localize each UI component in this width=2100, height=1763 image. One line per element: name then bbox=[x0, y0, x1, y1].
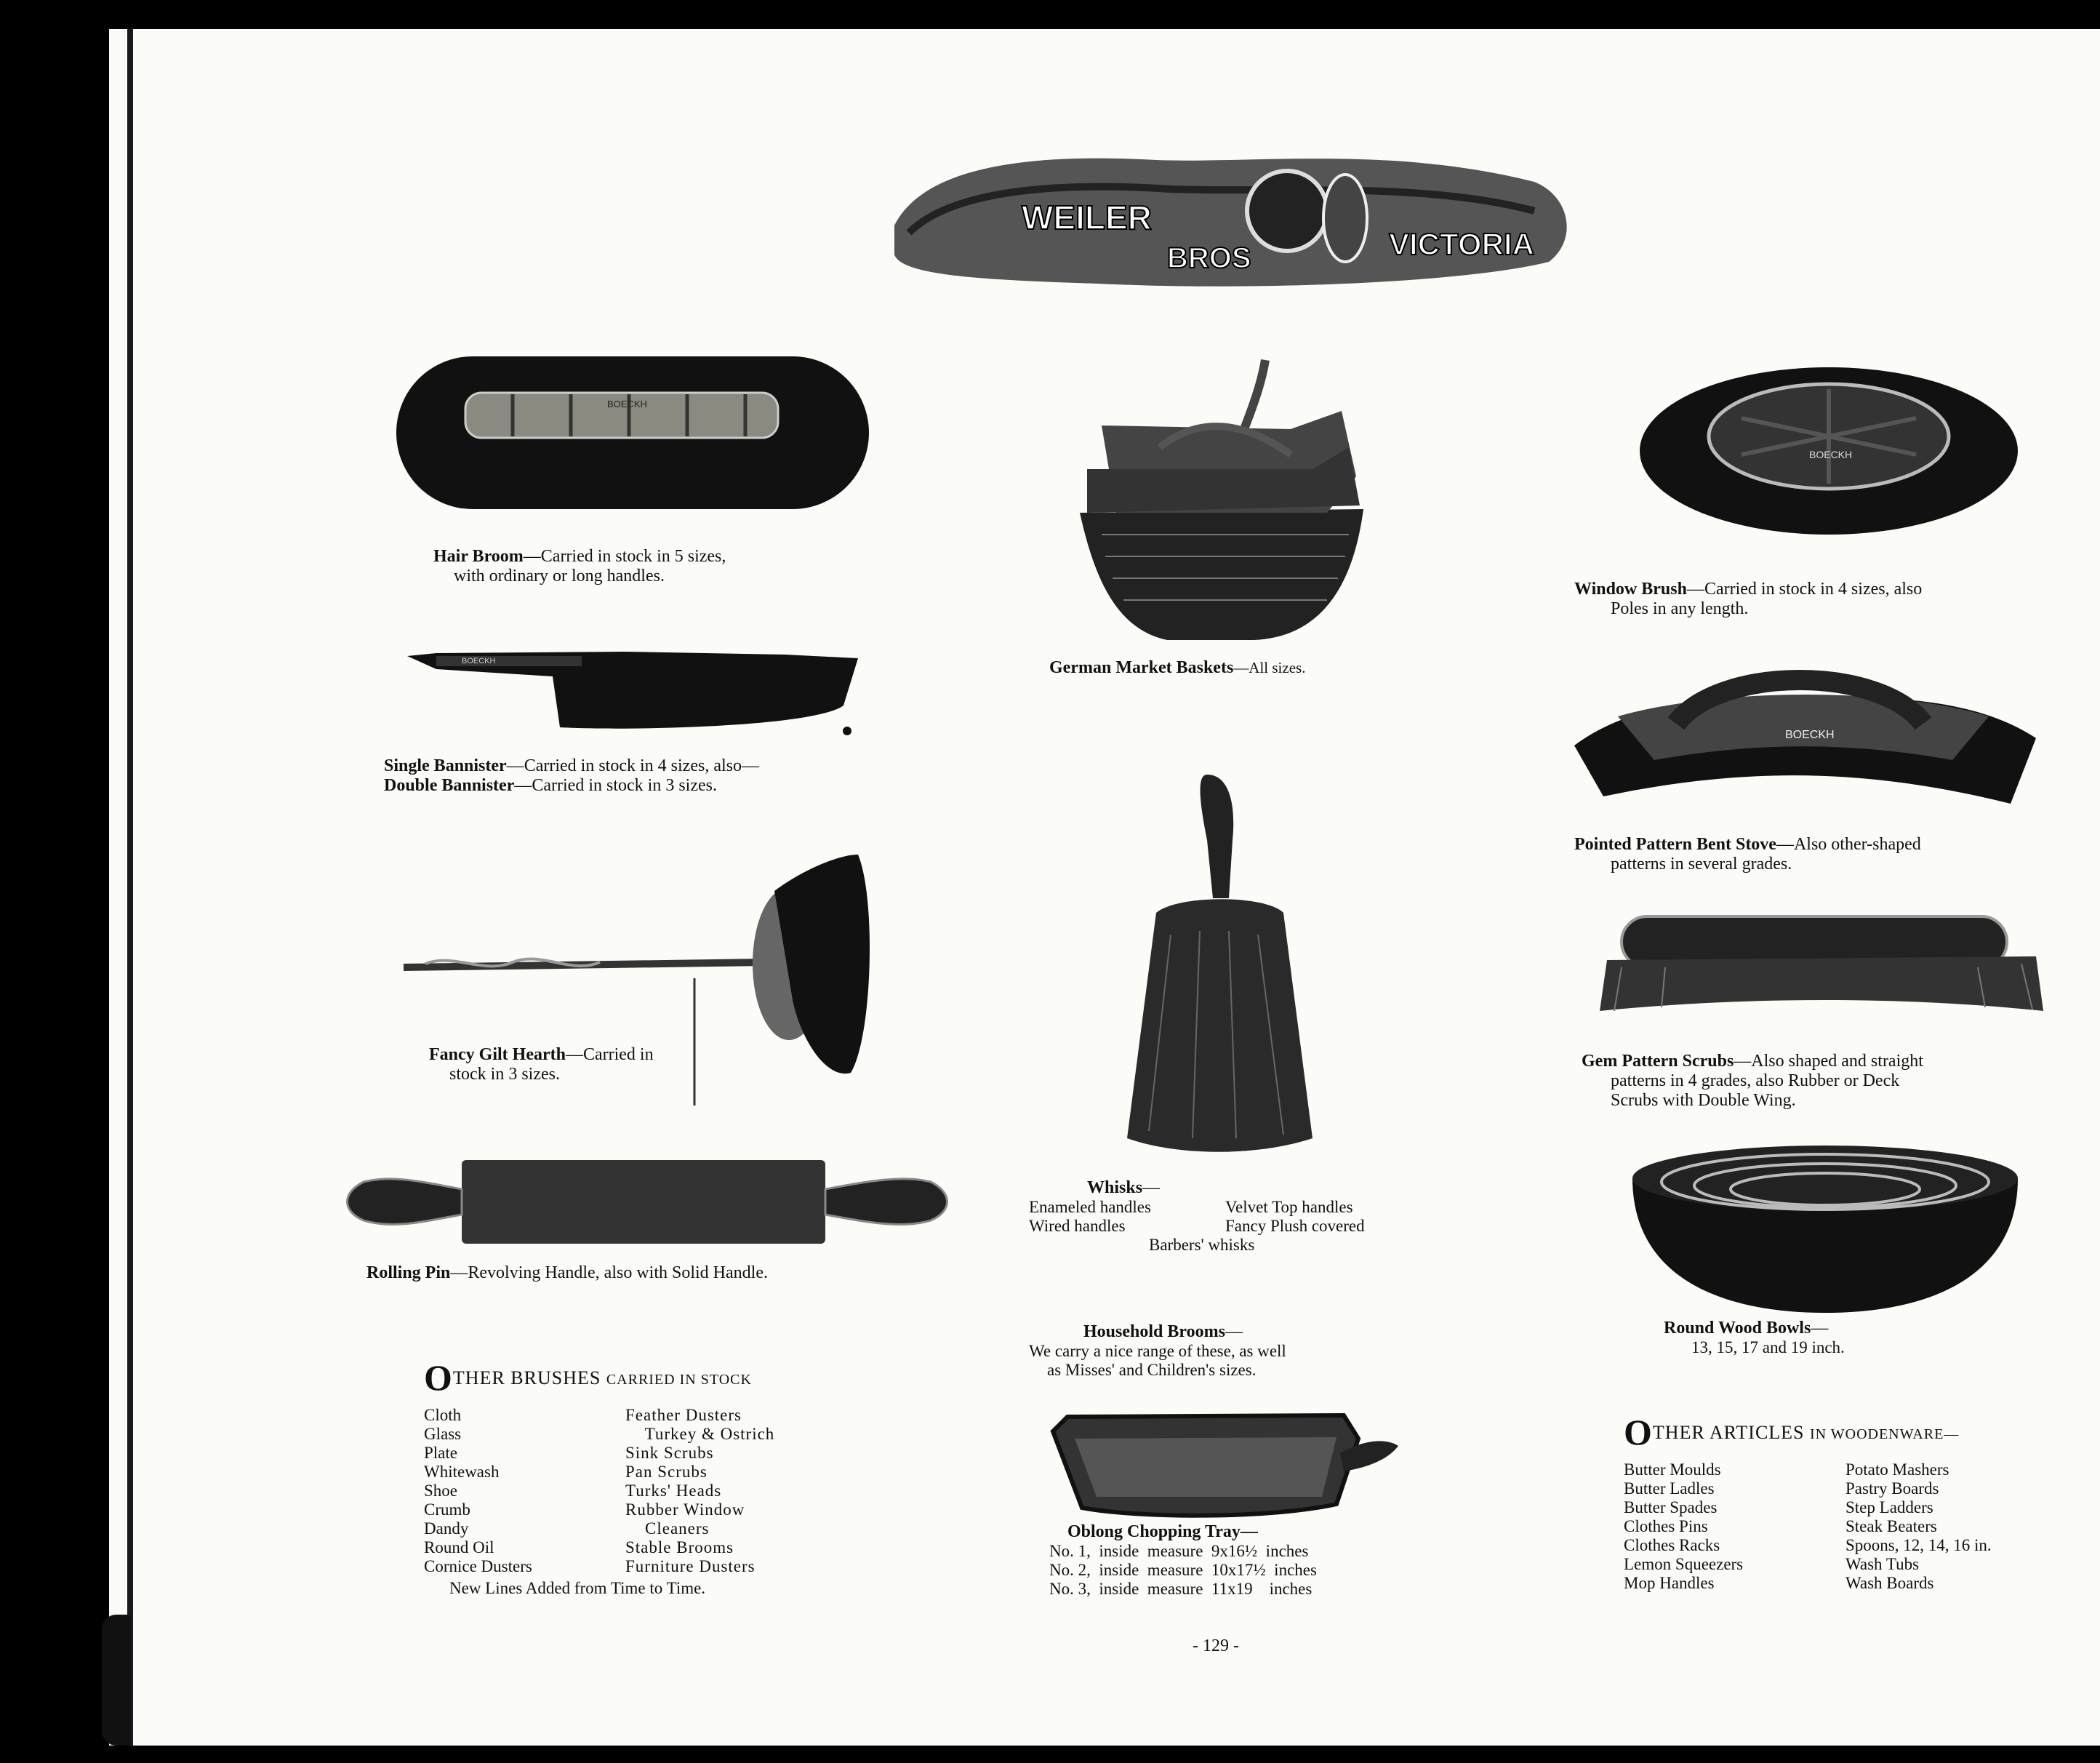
item-name: Hair Broom bbox=[433, 547, 524, 566]
list-item: Wash Boards bbox=[1845, 1574, 1934, 1592]
household-brooms-caption: Household Brooms— We carry a nice range of these, as well as Misses' and Children's sizes. bbox=[1029, 1322, 1286, 1379]
list-item: Wash Tubs bbox=[1845, 1555, 1920, 1573]
bannister-caption: Single Bannister—Carried in stock in 4 sizes, also— Double Bannister—Carried in stock in 3 sizes. bbox=[384, 756, 759, 795]
list-item: Butter Spades bbox=[1624, 1498, 1718, 1516]
whisk-variant: Fancy Plush covered bbox=[1225, 1217, 1365, 1235]
list-item: Stable Brooms bbox=[625, 1538, 734, 1556]
whisk-variant: Enameled handles bbox=[1029, 1198, 1151, 1216]
list-item: Cloth bbox=[424, 1406, 462, 1424]
list-item: Butter Ladles bbox=[1624, 1479, 1715, 1498]
other-articles-list: OTHER ARTICLES IN WOODENWARE— Butter Moulds Butter Ladles Butter Spades Clothes Pins Clothes Racks Lemon Squeezers Mop Handles Potato Mashers Pastry Boards Step Ladders Steak Beaters Spoons, 12, 14, 16 in. Wash Tubs Wash Boards bbox=[1624, 1412, 1992, 1592]
rolling-pin-caption: Rolling Pin—Revolving Handle, also with Solid Handle. bbox=[366, 1263, 768, 1282]
list-item: Lemon Squeezers bbox=[1624, 1555, 1744, 1573]
list-item: Turkey & Ostrich bbox=[625, 1425, 775, 1443]
weiler-bros-banner bbox=[880, 138, 1578, 298]
wood-bowls-caption: Round Wood Bowls— 13, 15, 17 and 19 inch. bbox=[1664, 1319, 1845, 1356]
banner-weiler: WEILER bbox=[1022, 199, 1152, 236]
list-item: Sink Scrubs bbox=[625, 1444, 714, 1462]
german-baskets-image bbox=[1073, 360, 1371, 640]
list-item: Round Oil bbox=[424, 1538, 494, 1556]
list-item: Rubber Window bbox=[625, 1500, 745, 1519]
list-item: Furniture Dusters bbox=[625, 1557, 756, 1575]
list-item: Step Ladders bbox=[1845, 1498, 1933, 1516]
german-baskets-caption: German Market Baskets—All sizes. bbox=[1049, 658, 1306, 677]
list-item: Feather Dusters bbox=[625, 1406, 742, 1424]
whisks-caption: Whisks— Enameled handles Wired handles Velvet Top handles Fancy Plush covered Barbers' whisks bbox=[1029, 1178, 1365, 1254]
list-item: Clothes Pins bbox=[1624, 1517, 1708, 1535]
list-item: Mop Handles bbox=[1624, 1574, 1715, 1592]
list-item: Pastry Boards bbox=[1845, 1479, 1939, 1498]
banner-victoria: VICTORIA bbox=[1389, 227, 1534, 261]
wood-bowls-image bbox=[1632, 1146, 2018, 1313]
gem-scrub-image bbox=[1600, 916, 2043, 1018]
list-item: Crumb bbox=[424, 1500, 470, 1519]
tray-size-row: No. 2, inside measure 10x17½ inches bbox=[1049, 1561, 1317, 1579]
list-item: Potato Mashers bbox=[1845, 1460, 1949, 1479]
list-item: Dandy bbox=[424, 1519, 469, 1538]
hearth-caption: Fancy Gilt Hearth—Carried in stock in 3 sizes. bbox=[429, 1045, 654, 1084]
list-item: Plate bbox=[424, 1444, 457, 1462]
list-item: Cornice Dusters bbox=[424, 1557, 532, 1575]
hair-broom-image bbox=[396, 356, 869, 509]
list-item: Shoe bbox=[424, 1482, 457, 1500]
whisk-image bbox=[1127, 775, 1312, 1156]
other-brushes-list: OTHER BRUSHES CARRIED IN STOCK Cloth Glass Plate Whitewash Shoe Crumb Dandy Round Oil Cornice Dusters Feather Dusters Turkey & Ostrich Sink Scrubs Pan Scrubs Turks' Heads Rubber Window Cleaners Stable Brooms Furniture Dusters New Lines Added from Time to Time. bbox=[424, 1356, 831, 1598]
window-brush-image bbox=[1640, 367, 2018, 535]
page-binding-edge bbox=[127, 29, 133, 1746]
list-item: Butter Moulds bbox=[1624, 1460, 1721, 1479]
page-number: - 129 - bbox=[1193, 1636, 1239, 1655]
stove-brush-caption: Pointed Pattern Bent Stove—Also other-shaped patterns in several grades. bbox=[1574, 835, 1921, 873]
hair-broom-caption: Hair Broom—Carried in stock in 5 sizes, with ordinary or long handles. bbox=[433, 547, 726, 585]
banner-bros: BROS bbox=[1167, 242, 1251, 274]
list-item: Steak Beaters bbox=[1845, 1517, 1937, 1535]
chopping-tray-caption: Oblong Chopping Tray— No. 1, inside measure 9x16½ inches No. 2, inside measure 10x17½ inches No. 3, inside measure 11x19 inches bbox=[1049, 1522, 1317, 1598]
list-item: Whitewash bbox=[424, 1463, 500, 1481]
whisk-variant: Wired handles bbox=[1029, 1217, 1126, 1235]
scan-shadow bbox=[102, 1615, 131, 1746]
list-item: Spoons, 12, 14, 16 in. bbox=[1845, 1536, 1992, 1554]
tray-size-row: No. 1, inside measure 9x16½ inches bbox=[1049, 1542, 1309, 1560]
whisk-variant: Velvet Top handles bbox=[1225, 1198, 1353, 1216]
rolling-pin-image bbox=[342, 1156, 953, 1247]
list-item: Clothes Racks bbox=[1624, 1536, 1720, 1554]
svg-text:BOECKH: BOECKH bbox=[1809, 449, 1853, 460]
list-item: Pan Scrubs bbox=[625, 1463, 708, 1481]
other-brushes-footer: New Lines Added from Time to Time. bbox=[449, 1579, 706, 1597]
list-item: Cleaners bbox=[625, 1519, 710, 1538]
bannister-brush-image bbox=[407, 647, 858, 742]
gem-scrubs-caption: Gem Pattern Scrubs—Also shaped and straight patterns in 4 grades, also Rubber or Deck Scrubs with Double Wing. bbox=[1582, 1052, 1923, 1110]
stove-brush-image bbox=[1574, 658, 2036, 811]
tray-size-row: No. 3, inside measure 11x19 inches bbox=[1049, 1580, 1312, 1598]
list-item: Glass bbox=[424, 1425, 462, 1443]
svg-text:BOECKH: BOECKH bbox=[462, 657, 496, 665]
svg-text:BOECKH: BOECKH bbox=[607, 399, 647, 409]
list-item: Turks' Heads bbox=[625, 1482, 722, 1500]
svg-text:BOECKH: BOECKH bbox=[1785, 729, 1835, 741]
window-brush-caption: Window Brush—Carried in stock in 4 sizes, also Poles in any length. bbox=[1574, 580, 1923, 618]
chopping-tray-image bbox=[1053, 1410, 1402, 1526]
